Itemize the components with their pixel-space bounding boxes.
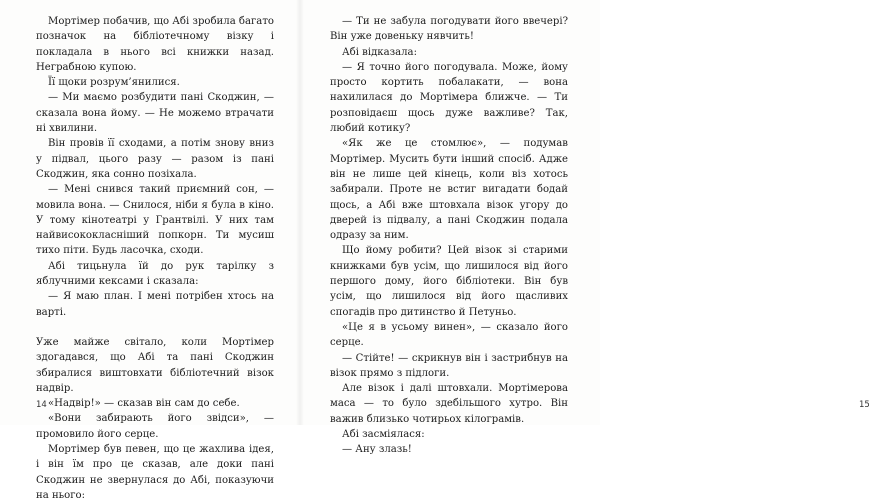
paragraph: — Ти не забула погодувати його ввечері? Він уже довеньку нявчить! — [330, 16, 568, 43]
page-number: 15 — [859, 400, 870, 410]
paragraph: — Стійте! — скрикнув він і застрибнув на візок прямо з підлоги. — [330, 352, 568, 379]
paragraph: Абі відказала: — [342, 46, 417, 58]
paragraph: Що йому робити? Цей візок зі старими книжками був усім, що лишилося від його першого дому, його бібліотеки. Він був усім, що лишилося від його щасливих спогадів про дитинство й Петуньо. — [330, 245, 568, 318]
paragraph: Він провів її сходами, а потім знову вниз у підвал, цього разу — разом із пані Скоджин, яка сонно позіхала. — [36, 138, 274, 180]
paragraph: Абі засміялася: — [342, 429, 425, 441]
page-number: 14 — [36, 400, 47, 410]
paragraph: Мортімер був певен, що це жахлива ідея, і він їм про це сказав, але доки пані Скоджин не звернулася до Абі, показуючи на нього: — [36, 444, 274, 501]
paragraph: Уже майже світало, коли Мортімер здогадався, що Абі та пані Скоджин збиралися виштовхати бібліотечний візок надвір. — [36, 336, 274, 394]
paragraph: Абі тицьнула їй до рук тарілку з яблучними кексами і сказала: — [36, 260, 274, 288]
paragraph: — Я маю план. І мені потрібен хтось на варті. — [36, 291, 274, 318]
paragraph: «Надвір!» — сказав він сам до себе. — [48, 398, 240, 410]
paragraph: «Як же це стомлює», — подумав Мортімер. Мусить бути інший спосіб. Адже він не лише цей кінець, коли віз хотось забирали. Проте не встиг вигадати бодай щось, а Абі вже штовхала візок угору до дверей із підвалу, а пані Скоджин подала одразу за ним. — [330, 138, 568, 242]
left-page — [0, 0, 300, 501]
right-page-text — [330, 14, 568, 458]
paragraph: Але візок і далі штовхали. Мортімерова маса — то було здебільшого хутро. Він важив близько чотирьох кілограмів. — [330, 383, 568, 425]
left-page-text — [36, 14, 274, 503]
paragraph: — Ми маємо розбудити пані Скоджин, — сказала вона йому. — Не можемо втрачати ні хвилини. — [36, 92, 274, 135]
paragraph: Мортімер побачив, що Абі зробила багато позначок на бібліотечному візку і покладала в нього всі книжки назад. Неграбною купою. — [36, 16, 274, 73]
paragraph: Її щоки розрум’янилися. — [48, 77, 180, 89]
paragraph: — Ану злазь! — [342, 444, 412, 456]
paragraph: «Це я в усьому винен», — сказало його серце. — [330, 321, 568, 349]
paragraph: — Я точно його погодувала. Може, йому просто кортить побалакати, — вона нахилилася до Мортімера ближче. — Ти розповідаєш щось дуже важливе? Так, любий котику? — [330, 61, 568, 135]
paragraph: «Вони забирають його звідси», — промовило його серце. — [36, 413, 274, 440]
paragraph: — Мені снився такий приємний сон, — мовила вона. — Снилося, ніби я була в кіно. У тому кінотеатрі у Грантвілі. У них там найвисококласніший попкорн. Ти мусиш тихо піти. Будь ласочка, сходи. — [36, 184, 274, 257]
